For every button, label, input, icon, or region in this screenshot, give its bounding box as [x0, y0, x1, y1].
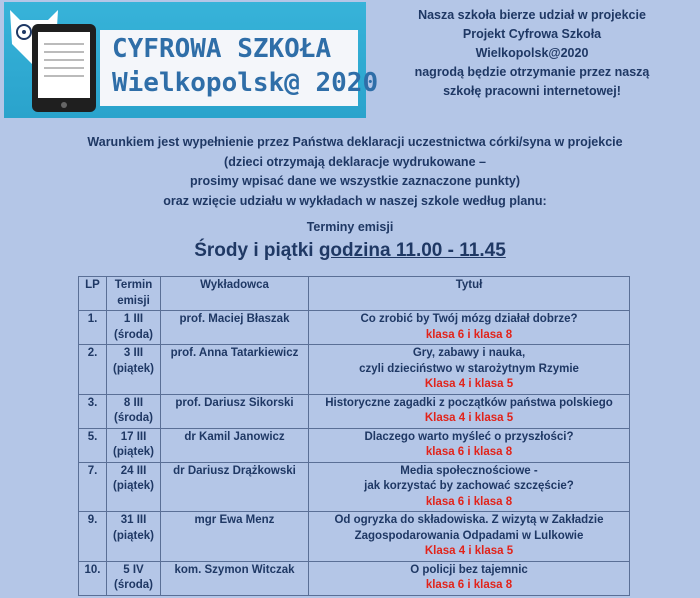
announcement-line: szkołę pracowni internetowej! — [443, 84, 621, 98]
header-termin-line: emisji — [117, 294, 150, 307]
row-lecturer: prof. Dariusz Sikorski — [161, 394, 309, 428]
row-title — [309, 345, 630, 395]
row-target-classes: klasa 6 i klasa 8 — [425, 579, 513, 591]
row-target-classes: klasa 6 i klasa 8 — [425, 446, 513, 458]
table-row — [79, 345, 630, 395]
row-date: 24 III — [120, 464, 147, 477]
announcement-line: Wielkopolsk@2020 — [475, 46, 589, 60]
announcement-line: Nasza szkoła bierze udział w projekcie — [418, 8, 646, 22]
row-lecturer: mgr Ewa Menz — [161, 512, 309, 562]
row-day: (środa) — [114, 579, 153, 591]
header-lecturer: Wykładowca — [161, 277, 309, 311]
row-termin — [107, 345, 161, 395]
row-title — [309, 311, 630, 345]
row-termin — [107, 311, 161, 345]
row-title-line: Od ogryzka do składowiska. Z wizytą w Zakładzie — [334, 514, 604, 526]
row-date: 3 III — [123, 347, 144, 359]
row-lp: 5. — [79, 428, 107, 462]
row-title — [309, 394, 630, 428]
row-lp: 3. — [79, 394, 107, 428]
row-day: (piątek) — [113, 446, 154, 458]
table-row — [79, 311, 630, 345]
row-title-line: Historyczne zagadki z początków państwa polskiego — [325, 396, 613, 409]
row-termin — [107, 561, 161, 595]
row-date: 5 IV — [123, 563, 144, 576]
banner-title-panel — [100, 30, 379, 106]
intro-line: oraz wzięcie udziału w wykładach w naszej szkole według planu: — [163, 193, 547, 208]
row-target-classes: klasa 6 i klasa 8 — [425, 328, 513, 341]
header-termin-line: Termin — [114, 279, 153, 291]
row-termin — [107, 512, 161, 562]
row-title-line: Zagospodarowania Odpadami w Lulkowie — [354, 529, 584, 542]
row-day: (piątek) — [113, 480, 154, 492]
row-lecturer: prof. Maciej Błaszak — [161, 311, 309, 345]
row-title-line: Co zrobić by Twój mózg działał dobrze? — [360, 313, 578, 325]
table-row — [79, 428, 630, 462]
row-day: (środa) — [114, 412, 153, 424]
row-title-line: O policji bez tajemnic — [410, 563, 528, 576]
row-day: (piątek) — [113, 529, 154, 542]
row-title-line: Gry, zabawy i nauka, — [412, 347, 526, 359]
row-title-line: Dlaczego warto myśleć o przyszłości? — [364, 430, 574, 443]
row-title-line: jak korzystać by zachować szczęście? — [364, 480, 574, 492]
project-banner — [4, 2, 379, 118]
header-title: Tytuł — [309, 277, 630, 311]
participation-conditions — [40, 133, 670, 211]
row-title — [309, 512, 630, 562]
header-lp: LP — [79, 277, 107, 311]
announcement-line: nagrodą będzie otrzymanie przez naszą — [414, 65, 650, 79]
row-lecturer: dr Dariusz Drążkowski — [161, 462, 309, 512]
intro-line: (dzieci otrzymają deklaracje wydrukowane – — [224, 154, 486, 169]
terms-label: Terminy emisji — [306, 220, 394, 234]
banner-subtitle: Wielkopolsk@ 2020 — [112, 68, 379, 98]
row-lecturer: prof. Anna Tatarkiewicz — [161, 345, 309, 395]
schedule-days: Środy i piątki — [194, 240, 319, 261]
row-date: 8 III — [123, 396, 144, 409]
row-title — [309, 428, 630, 462]
schedule-time: godzina 11.00 - 11.45 — [318, 240, 506, 261]
tablet-icon — [30, 22, 98, 114]
row-title-line: Media społecznościowe - — [400, 464, 538, 477]
table-row — [79, 512, 630, 562]
row-date: 17 III — [120, 430, 147, 443]
row-lp: 1. — [79, 311, 107, 345]
project-announcement — [372, 6, 692, 101]
table-row — [79, 462, 630, 512]
row-lp: 10. — [79, 561, 107, 595]
row-termin — [107, 394, 161, 428]
row-termin — [107, 462, 161, 512]
intro-line: prosimy wpisać dane we wszystkie zaznaczone punkty) — [190, 174, 520, 188]
row-date: 1 III — [123, 313, 144, 325]
row-lecturer: kom. Szymon Witczak — [161, 561, 309, 595]
table-row — [79, 394, 630, 428]
row-title-line: czyli dzieciństwo w starożytnym Rzymie — [359, 362, 579, 375]
row-target-classes: Klasa 4 i klasa 5 — [424, 545, 514, 557]
row-lecturer: dr Kamil Janowicz — [161, 428, 309, 462]
row-date: 31 III — [120, 514, 147, 526]
row-lp: 7. — [79, 462, 107, 512]
banner-title: CYFROWA SZKOŁA — [112, 34, 332, 64]
row-target-classes: Klasa 4 i klasa 5 — [424, 378, 514, 390]
row-target-classes: klasa 6 i klasa 8 — [425, 495, 513, 508]
lecture-schedule-table — [78, 276, 630, 596]
row-day: (piątek) — [113, 362, 154, 375]
intro-line: Warunkiem jest wypełnienie przez Państwa deklaracji uczestnictwa córki/syna w projekcie — [87, 135, 623, 149]
header-termin — [107, 277, 161, 311]
row-day: (środa) — [114, 328, 153, 341]
schedule-heading — [0, 240, 700, 262]
row-target-classes: Klasa 4 i klasa 5 — [424, 412, 514, 424]
row-lp: 9. — [79, 512, 107, 562]
row-title — [309, 462, 630, 512]
table-header-row — [79, 277, 630, 311]
table-row — [79, 561, 630, 595]
row-termin — [107, 428, 161, 462]
row-lp: 2. — [79, 345, 107, 395]
announcement-line: Projekt Cyfrowa Szkoła — [462, 27, 602, 41]
row-title — [309, 561, 630, 595]
